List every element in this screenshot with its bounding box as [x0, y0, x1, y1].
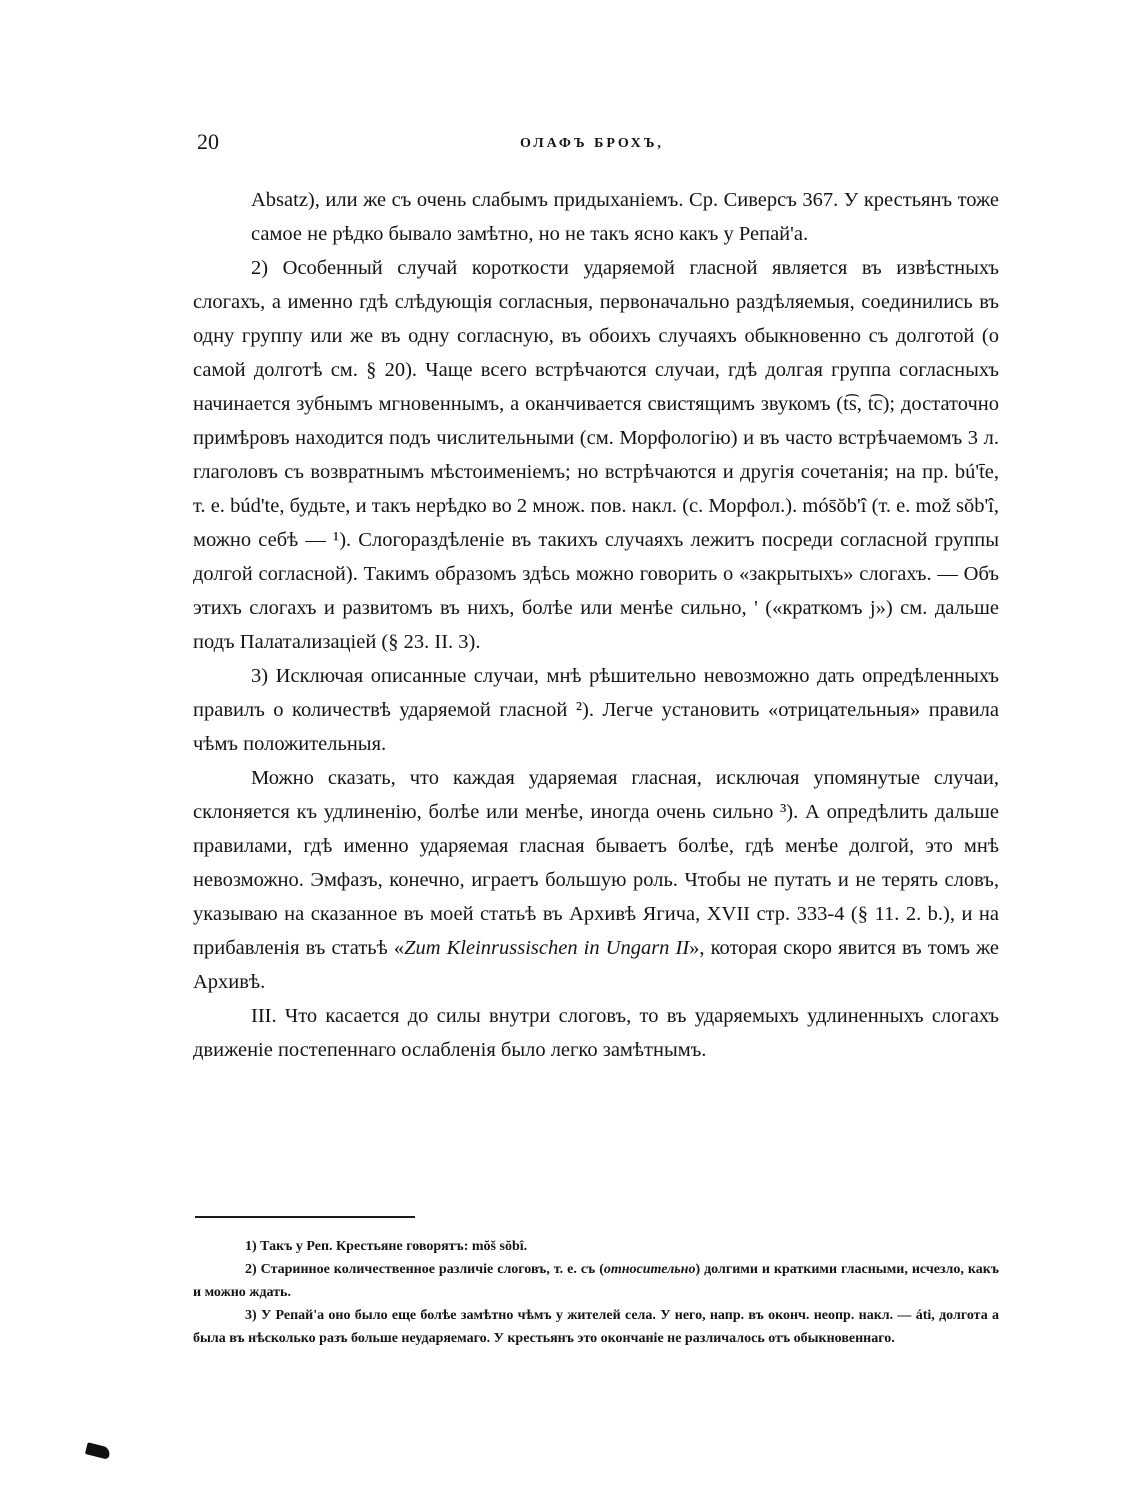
footnotes [193, 1235, 999, 1350]
footnote-3: 3) У Репай'а оно было еще болѣе замѣтно чѣмъ у жителей села. У него, напр. въ оконч. неопр. накл. — áti, долгота а была въ нѣсколько разъ больше неударяемаго. У крестьянъ это окончаніе не различалось отъ обыкновеннаго. [193, 1308, 999, 1346]
running-head: ОЛАФЪ БРОХЪ, [520, 136, 664, 151]
paragraph-length [193, 761, 999, 999]
paragraph-2: 2) Особенный случай короткости ударяемой гласной является въ извѣстныхъ слогахъ, а именно гдѣ слѣдующія согласныя, первоначально раздѣляемыя, соединились въ одну группу или же въ одну согласную, въ обоихъ случаяхъ обыкновенно съ долготой (о самой долготѣ см. § 20). Чаще всего встрѣчаются случаи, гдѣ долгая группа согласныхъ начинается зубнымъ мгновеннымъ, а оканчивается свистящимъ звукомъ (t͡s, t͡c); достаточно примѣровъ находится подъ числительными (см. Морфологію) и въ часто встрѣчаемомъ 3 л. глаголовъ съ возвратнымъ мѣстоименіемъ; но встрѣчаются и другія сочетанія; на пр. bú't̄e, т. е. búd'te, будьте, и такъ нерѣдко во 2 множ. пов. накл. (с. Морфол.). mós̄ŏb'î (т. е. mož sŏb'î, можно себѣ — ¹). Слогораздѣленіе въ такихъ случаяхъ лежитъ посреди согласной группы долгой согласной). Такимъ образомъ здѣсь можно говорить о «закрытыхъ» слогахъ. — Объ этихъ слогахъ и развитомъ въ нихъ, болѣе или менѣе сильно, ' («краткомъ j») см. дальше подъ Палатализаціей (§ 23. II. 3). [193, 257, 999, 653]
footnote-2-text-b: ) долгими и краткими гласными, исчезло, какъ и можно ждать. [193, 1262, 999, 1300]
footnote-2-text-a: 2) Старинное количественное различіе слоговъ, т. е. съ ( [245, 1262, 604, 1277]
footnote-1: 1) Такъ у Реп. Крестьяне говорятъ: mŏš sŏbî. [245, 1239, 528, 1254]
page-number: 20 [197, 129, 219, 154]
footnote-rule [195, 1216, 415, 1218]
cited-article-title: Zum Kleinrussischen in Ungarn II [404, 937, 690, 959]
footnote-2-emphasis: относительно [603, 1262, 696, 1277]
paragraph-length-text-b: », которая скоро явится въ томъ же Архивѣ. [193, 937, 999, 993]
paragraph-length-text-a: Можно сказать, что каждая ударяемая гласная, исключая упомянутые случаи, склоняется къ удлиненію, болѣе или менѣе, иногда очень сильно ³). А опредѣлить дальше правилами, гдѣ именно ударяемая гласная бываетъ болѣе, гдѣ менѣе долгой, это мнѣ невозможно. Эмфазъ, конечно, играетъ большую роль. Чтобы не путать и не терять словъ, указываю на сказанное въ моей статьѣ въ Архивѣ Ягича, XVII стр. 333-4 (§ 11. 2. b.), и на прибавленія въ статьѣ « [193, 767, 999, 959]
footnote-2 [193, 1258, 999, 1304]
scan-ink-mark [85, 1442, 111, 1459]
paragraph-III: III. Что касается до силы внутри слоговъ, то въ ударяемыхъ удлиненныхъ слогахъ движеніе постепеннаго ослабленія было легко замѣтнымъ. [193, 1005, 999, 1061]
body-text [193, 183, 999, 1067]
paragraph-continuation: Absatz), или же съ очень слабымъ придыханіемъ. Ср. Сиверсъ 367. У крестьянъ тоже самое не рѣдко бывало замѣтно, но не такъ ясно какъ у Репай'а. [251, 189, 999, 245]
paragraph-3: 3) Исключая описанные случаи, мнѣ рѣшительно невозможно дать опредѣленныхъ правилъ о количествѣ ударяемой гласной ²). Легче установить «отрицательныя» правила чѣмъ положительныя. [193, 665, 999, 755]
